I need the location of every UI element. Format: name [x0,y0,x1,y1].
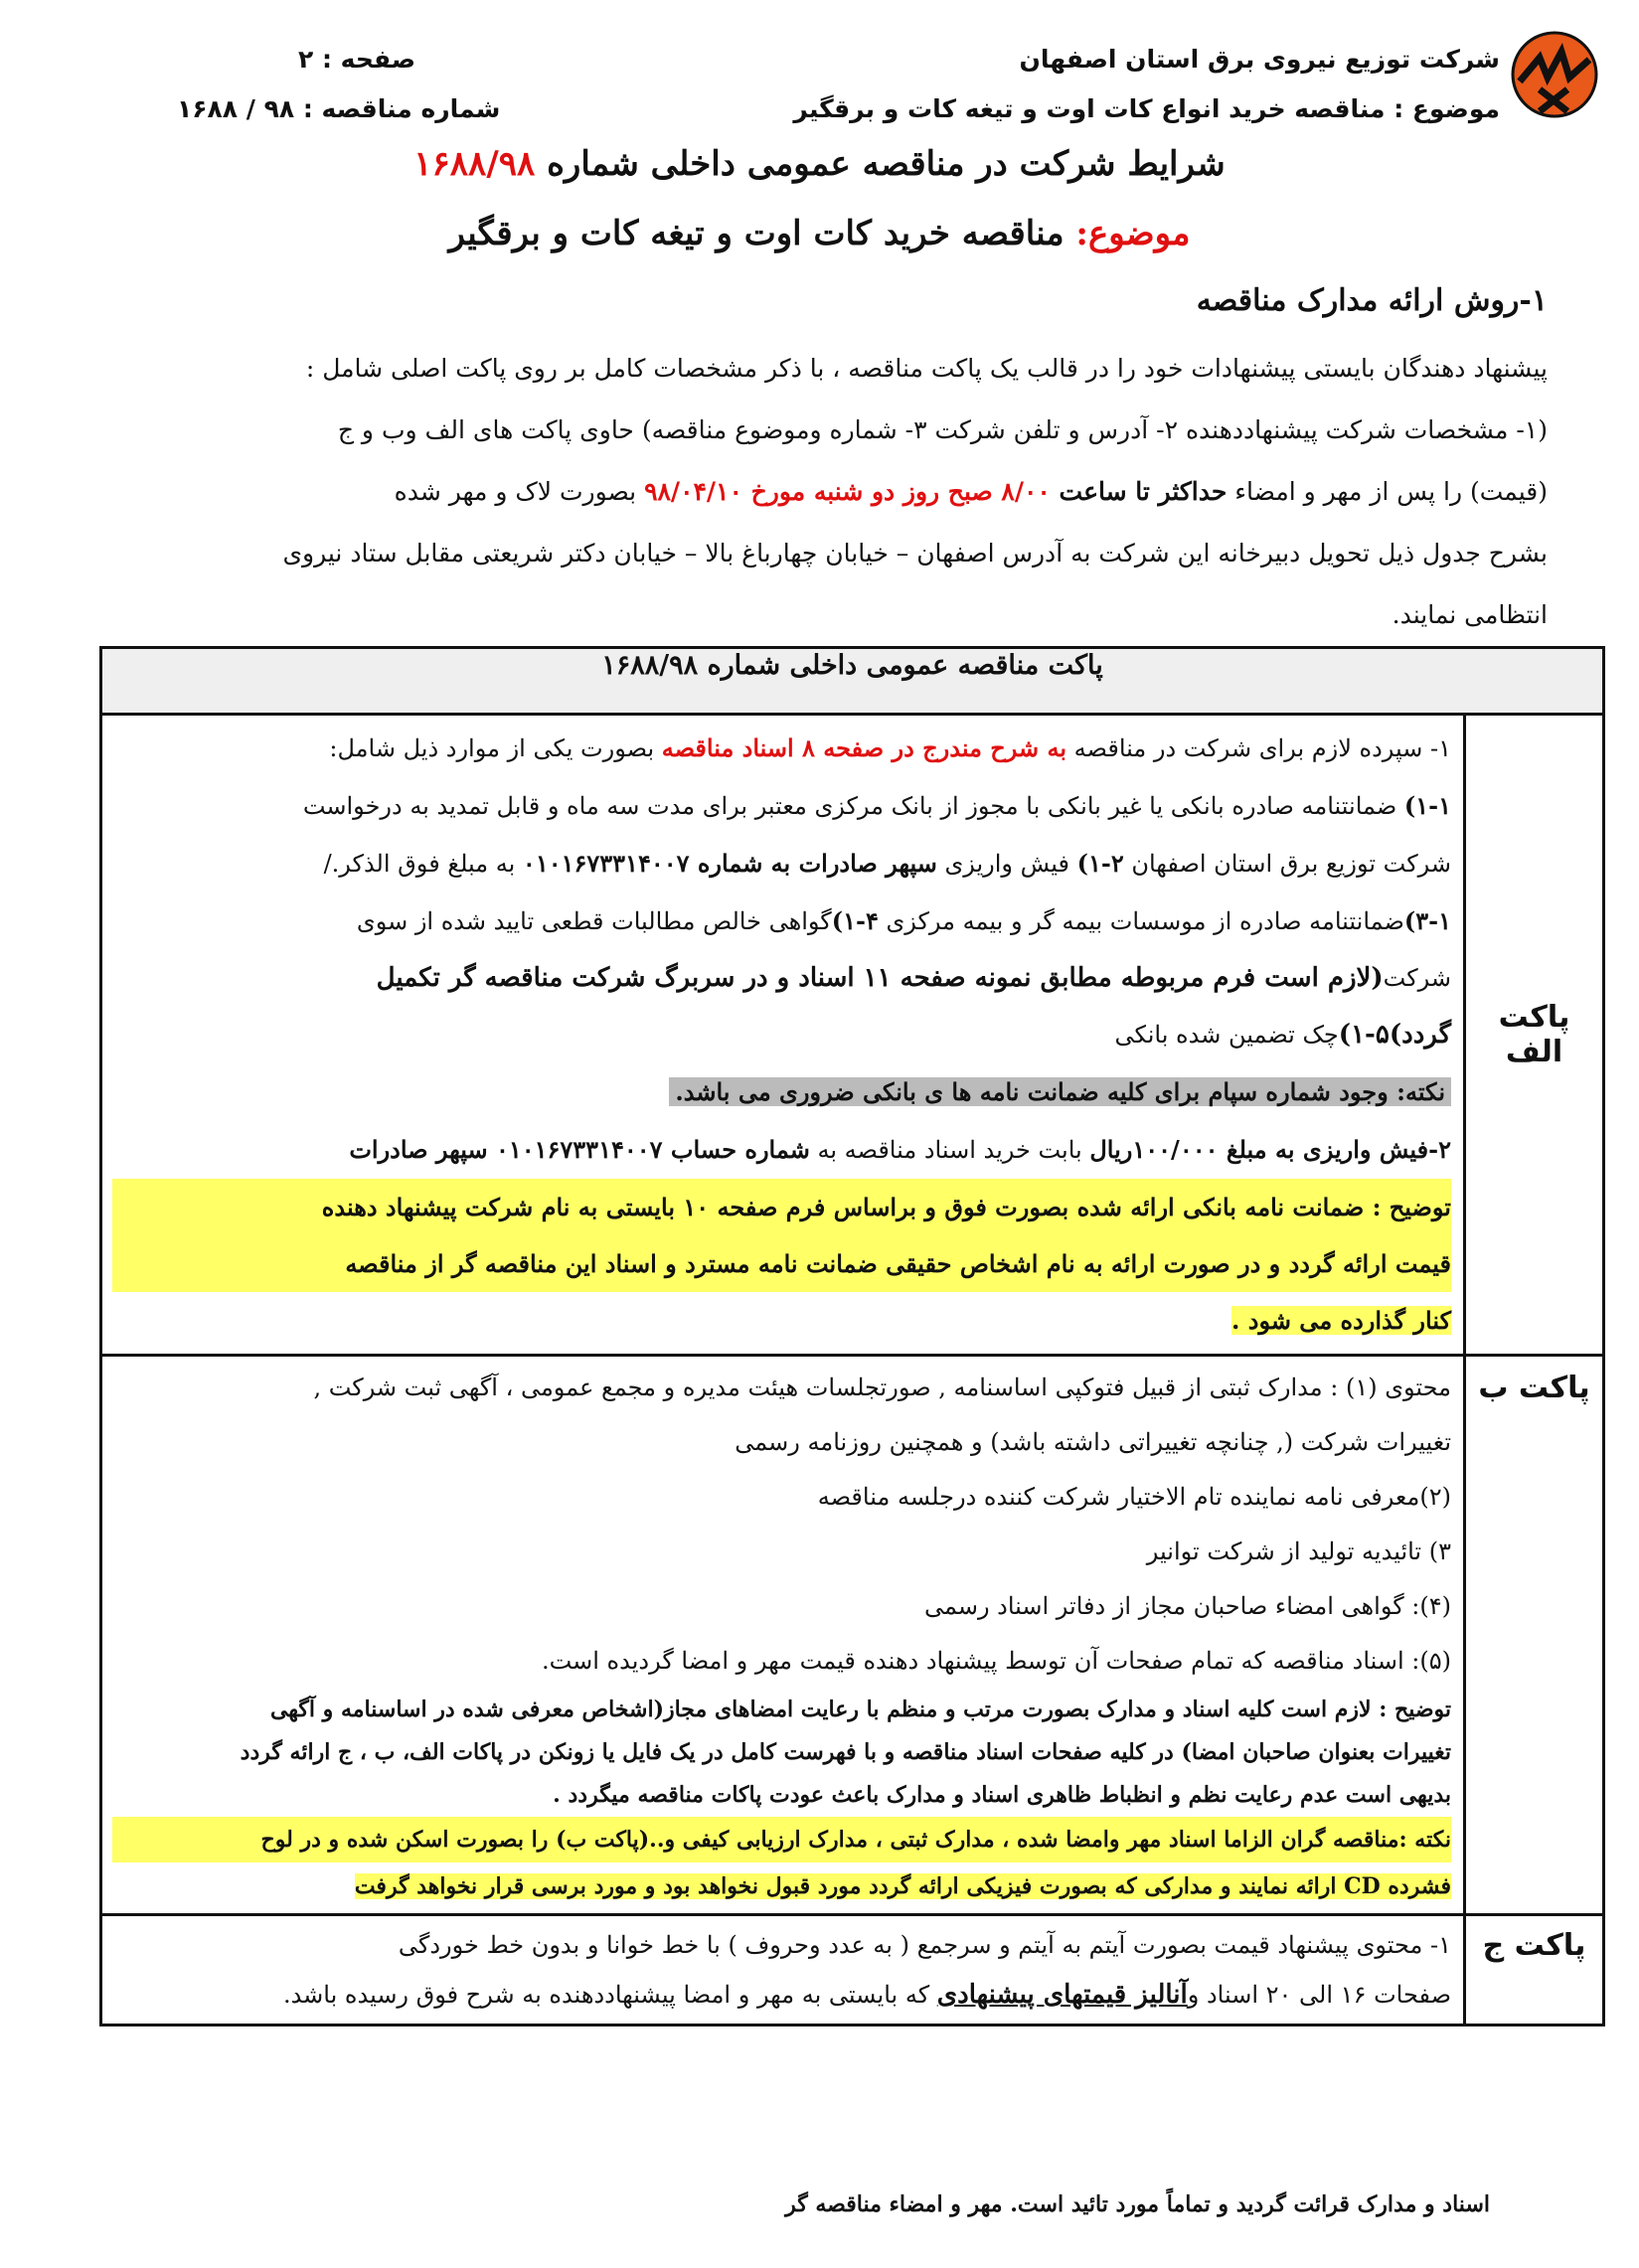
envelope-c-label: پاکت ج [1465,1915,1604,2025]
company-name: شرکت توزیع نیروی برق استان اصفهان [1019,45,1500,74]
text-run: بصورت یکی از موارد ذیل شامل: [329,734,662,762]
list-item [112,1007,1451,1063]
explanation-line: بدیهی است عدم رعایت نظم و انظباط ظاهری اسناد و مدارک باعث عودت پاکات مناقصه میگردد . [553,1782,1451,1808]
text-run: ضمانتنامه صادره بانکی یا غیر بانکی با مجوز از بانک مرکزی معتبر برای مدت سه ماه و قابل تمدید به درخواست [302,792,1404,820]
envelope-a-label-line: پاکت [1498,1000,1570,1035]
text-run: شرکت [1383,964,1451,992]
envelope-c-content [101,1915,1465,2025]
subtitle-prefix: موضوع: [1075,214,1191,253]
list-item [112,1121,1451,1179]
section-heading: ۱-روش ارائه مدارک مناقصه [1196,283,1548,318]
table-header-row [101,648,1604,715]
text-run: گواهی خالص مطالبات قطعی تایید شده از سوی [356,907,832,935]
note-line: نکته :مناقصه گران الزاما اسناد مهر وامضا شده ، مدارک ثبتی ، مدارک ارزیابی کیفی و..(پاکت ب) را بصورت اسکن شده و در لوح [112,1817,1451,1863]
text-run: سپهر صادرات به شماره ۰۱۰۱۶۷۳۳۱۴۰۰۷ [522,849,937,878]
list-item [112,777,1451,835]
text-run: فشرده CD ارائه نمایند و مدارکی که بصورت فیزیکی ارائه گردد مورد قبول نخواهد بود و مورد برسی قرار نخواهد گرفت [354,1873,1451,1899]
list-item: ۱- محتوی پیشنهاد قیمت بصورت آیتم به آیتم و سرجمع ( به عدد وحروف ) با خط خوانا و بدون خط خوردگی [398,1931,1451,1959]
list-item: (۵): اسناد مناقصه که تمام صفحات آن توسط پیشنهاد دهنده قیمت مهر و امضا گردیده است. [541,1647,1451,1675]
list-item: تغییرات شرکت (, چنانچه تغییراتی داشته باشد) و همچنین روزنامه رسمی [735,1428,1451,1456]
text-run: ضمانتنامه صادره از موسسات بیمه گر و بیمه مرکزی [878,907,1404,935]
text-run: ۲-فیش واریزی به مبلغ ۱۰۰/۰۰۰ریال [1089,1135,1451,1164]
explanation-line [112,1292,1451,1350]
paragraph-line: پیشنهاد دهندگان بایستی پیشنهادات خود را در قالب یک پاکت مناقصه ، با ذکر مشخصات کامل بر روی پاکت اصلی شامل : [305,354,1548,383]
table-row-envelope-b [101,1356,1604,1915]
text-run: صفحات ۱۶ الی ۲۰ اسناد و [1187,1981,1451,2009]
explanation-line: تغییرات بعنوان صاحبان امضا) در کلیه صفحات اسناد مناقصه و با فهرست کامل در یک فایل یا زونکن در پاکات الف، ب ، ج ارائه گردد [240,1739,1451,1765]
company-logo [1510,30,1599,119]
list-item: (۲)معرفی نامه نماینده تام الاختیار شرکت کننده درجلسه مناقصه [817,1483,1451,1511]
explanation-line: توضیح : ضمانت نامه بانکی ارائه شده بصورت فوق و براساس فرم صفحه ۱۰ بایستی به نام شرکت پیشنهاد دهنده [112,1179,1451,1235]
text-run: فیش واریزی [936,850,1077,878]
text-run: ۲-۱) [1076,849,1124,878]
table-header: پاکت مناقصه عمومی داخلی شماره ۱۶۸۸/۹۸ [101,648,1604,715]
text-run: آنالیز قیمتهای پیشنهادی [936,1980,1188,2010]
explanation-line: توضیح : لازم است کلیه اسناد و مدارک بصورت مرتب و منظم با رعایت امضاهای مجاز(اشخاص معرفی شده در اساسنامه و آگهی [269,1697,1451,1722]
subtitle-text: مناقصه خرید کات اوت و تیغه کات و برقگیر [448,214,1076,253]
text-run: شماره حساب ۰۱۰۱۶۷۳۳۱۴۰۰۷ سپهر صادرات [349,1135,810,1164]
text-run: ۴-۱) [831,906,879,935]
deadline-label: حداکثر تا ساعت [1050,477,1228,506]
deadline-date: ۸/۰۰ صبح روز دو شنبه مورخ ۹۸/۰۴/۱۰ [644,477,1051,506]
subject-line: موضوع : مناقصه خرید انواع کات اوت و تیغه کات و برقگیر [793,94,1500,123]
envelope-a-label-line: الف [1505,1035,1563,1069]
text-run: بابت خرید اسناد مناقصه به [809,1136,1090,1164]
text-run: بصورت لاک و مهر شده [394,477,645,506]
page-title [0,144,1639,184]
envelope-b-content [101,1356,1465,1915]
footer-signature-note: اسناد و مدارک قرائت گردید و تماماً مورد تائید است. مهر و امضاء مناقصه گر [785,2191,1490,2217]
page-number: صفحه : ۲ [298,45,415,74]
page-subtitle [0,214,1639,253]
text-run: کنار گذارده می شود . [1231,1306,1451,1335]
text-run: ۱-۱) [1403,791,1451,820]
text-run: ۱- سپرده لازم برای شرکت در مناقصه [1066,734,1451,762]
paragraph-line: بشرح جدول ذیل تحویل دبیرخانه این شرکت به آدرس اصفهان – خیابان چهارباغ بالا – خیابان دکتر شریعتی مقابل ستاد نیروی [282,539,1548,567]
list-item: (۴): گواهی امضاء صاحبان مجاز از دفاتر اسناد رسمی [923,1592,1451,1620]
section-paragraph [84,338,1548,646]
note-sepam [112,1063,1451,1121]
paragraph-line [84,461,1548,523]
text-run: به مبلغ فوق الذکر./ [323,850,523,878]
page-title-text: شرایط شرکت در مناقصه عمومی داخلی شماره [535,144,1226,184]
envelope-table [99,646,1605,2026]
text-run: چک تضمین شده بانکی [1114,1021,1339,1049]
text-run: گردد)۵-۱) [1338,1020,1451,1050]
list-item [112,835,1451,892]
table-row-envelope-a [101,715,1604,1356]
text-run: شرکت توزیع برق استان اصفهان [1123,850,1451,878]
envelope-a-content [101,715,1465,1356]
list-item [112,892,1451,950]
list-item: ۳) تائیدیه تولید از شرکت توانیر [1146,1538,1451,1565]
text-run: ۳-۱) [1403,906,1451,935]
note-line [112,1863,1451,1909]
paragraph-line: (۱- مشخصات شرکت پیشنهاددهنده ۲- آدرس و تلفن شرکت ۳- شماره وموضوع مناقصه) حاوی پاکت های الف وب و ج [337,415,1548,444]
paragraph-line: انتظامی نمایند. [1392,600,1548,629]
table-row-envelope-c [101,1915,1604,2025]
text-run: (قیمت) را پس از مهر و امضاء [1227,477,1548,506]
tender-number: شماره مناقصه : ۹۸ / ۱۶۸۸ [177,94,501,123]
text-run: نکته: وجود شماره سپام برای کلیه ضمانت نامه ها ی بانکی ضروری می باشد. [669,1077,1451,1106]
envelope-b-label: پاکت ب [1465,1356,1604,1915]
list-item: محتوی (۱) : مدارک ثبتی از قبیل فتوکپی اساسنامه , صورتجلسات هیئت مدیره و مجمع عمومی ، آگهی ثبت شرکت , [313,1374,1451,1401]
page-title-number: ۱۶۸۸/۹۸ [413,144,536,184]
list-item [112,950,1451,1007]
text-run: که بایستی به مهر و امضا پیشنهاددهنده به شرح فوق رسیده باشد. [282,1981,937,2009]
text-run: (لازم است فرم مربوطه مطابق نمونه صفحه ۱۱ اسناد و در سربرگ شرکت مناقصه گر تکمیل [376,963,1384,993]
envelope-a-label [1465,715,1604,1356]
list-item [112,1970,1451,2020]
list-item [112,720,1451,777]
text-run: به شرح مندرج در صفحه ۸ اسناد مناقصه [661,733,1067,762]
explanation-line: قیمت ارائه گردد و در صورت ارائه به نام اشخاص حقیقی ضمانت نامه مسترد و اسناد این مناقصه گر از مناقصه [112,1235,1451,1292]
